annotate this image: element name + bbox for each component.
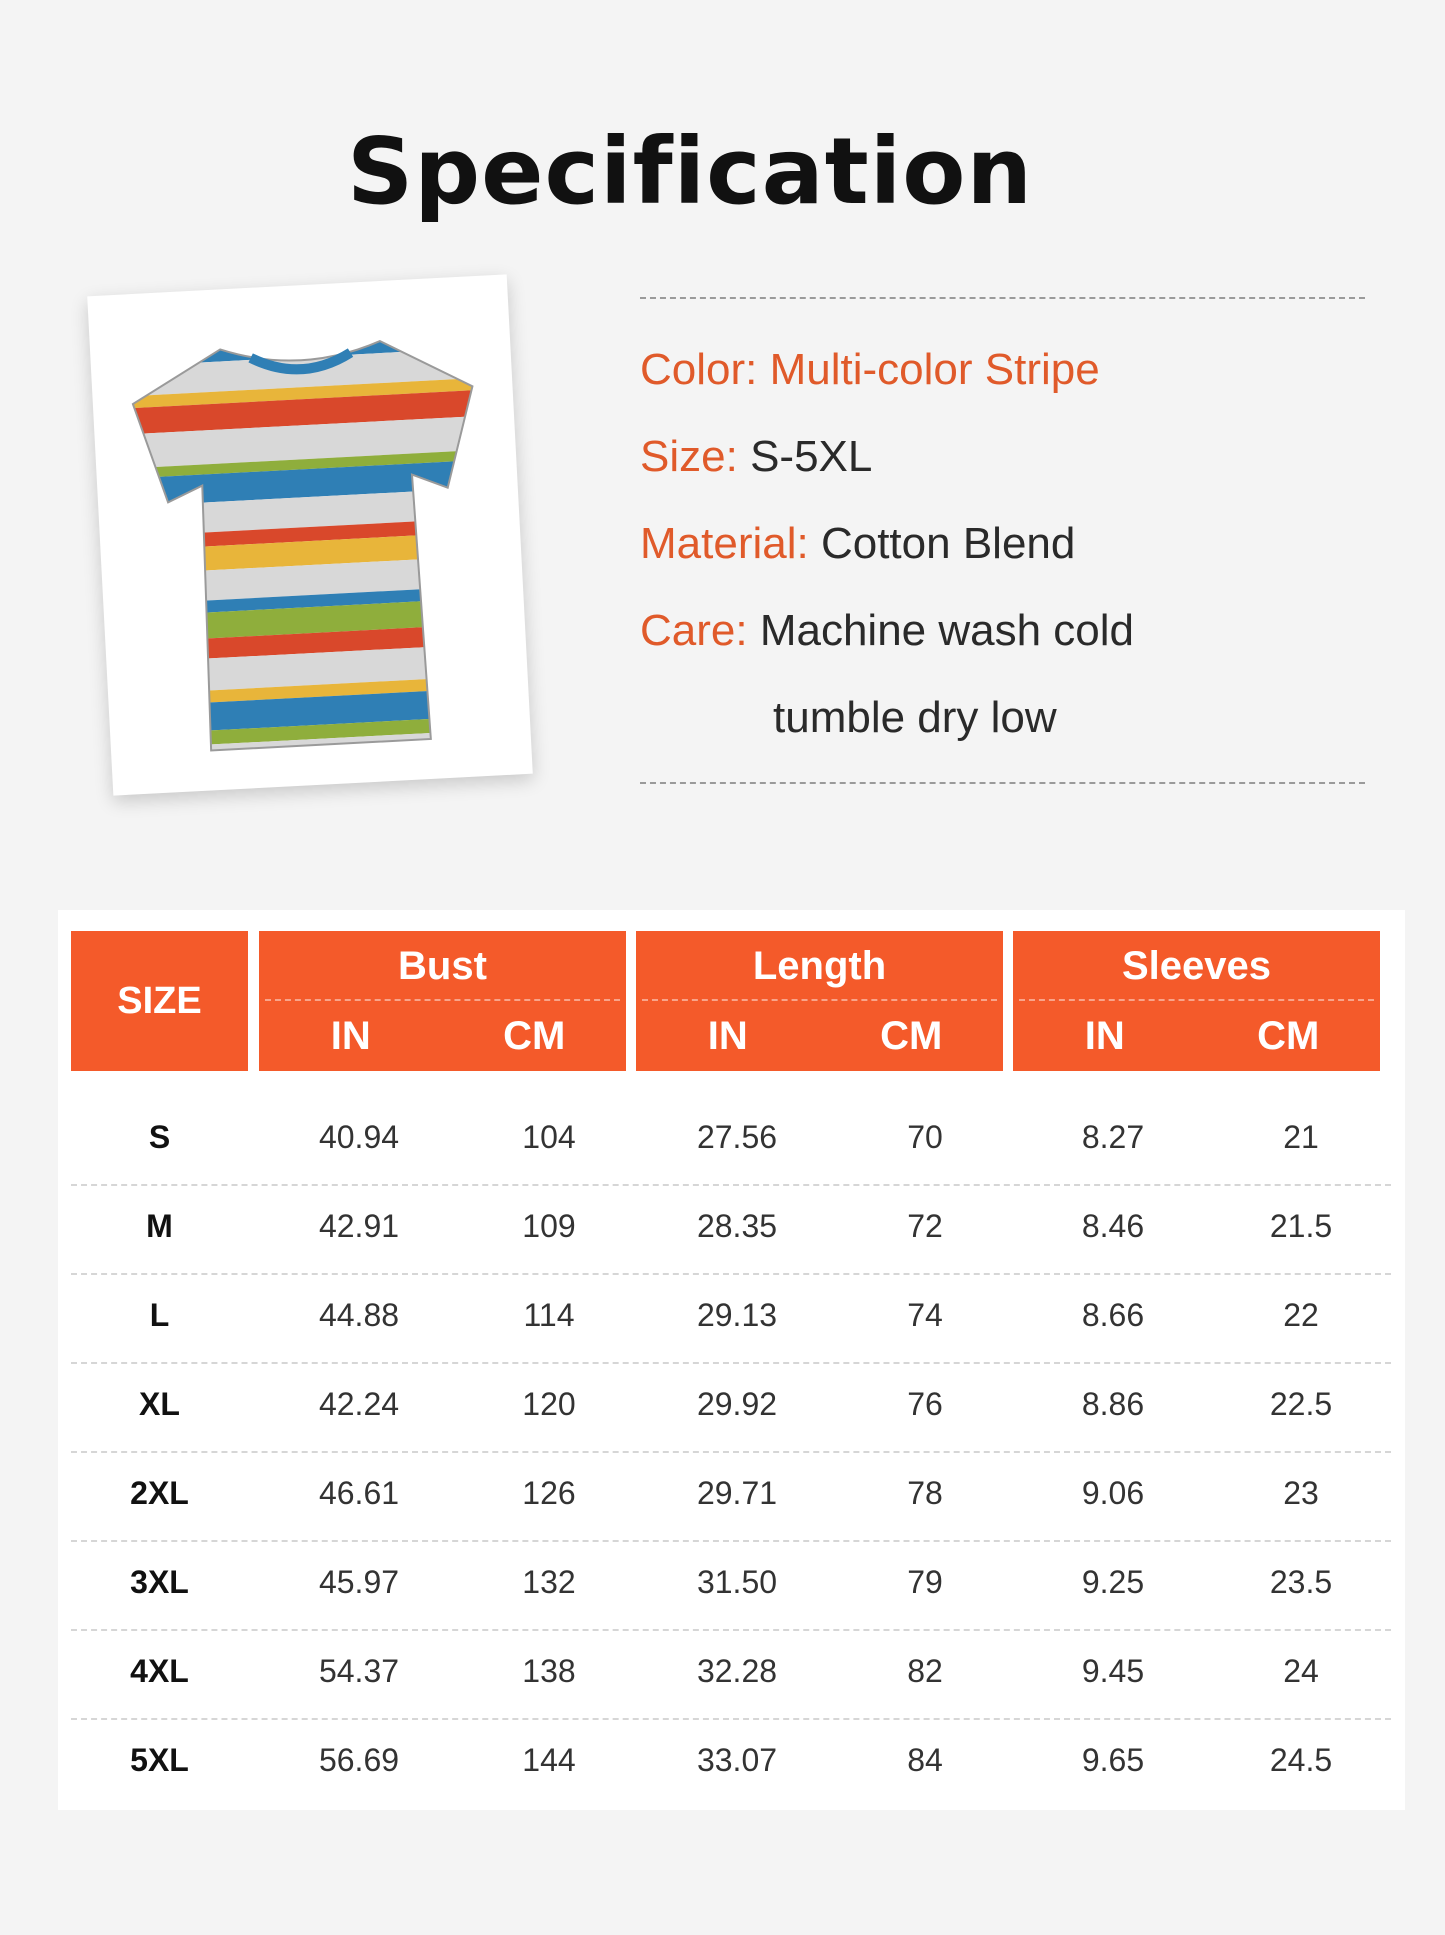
divider-top [640, 297, 1365, 299]
measure-cell: 84 [907, 1742, 943, 1778]
measure-cell: 109 [522, 1208, 576, 1244]
measure-cell: 40.94 [318, 1119, 400, 1155]
spec-key: Color: [640, 345, 758, 394]
measure-cell: 32.28 [696, 1653, 778, 1689]
unit-cm: CM [503, 1014, 566, 1058]
size-cell: XL [139, 1386, 180, 1422]
measure-cell: 28.35 [696, 1208, 778, 1244]
measure-cell: 78 [907, 1475, 943, 1511]
table-row [71, 1542, 1391, 1631]
measure-cell: 72 [907, 1208, 943, 1244]
measure-cell: 27.56 [696, 1119, 778, 1155]
measure-cell: 9.65 [1081, 1742, 1145, 1778]
product-photo [87, 274, 533, 795]
measure-cell: 144 [522, 1742, 576, 1778]
measure-cell: 42.91 [318, 1208, 400, 1244]
measure-cell: 79 [907, 1564, 943, 1600]
spec-list [640, 340, 1400, 775]
sleeves-header [1013, 931, 1380, 1071]
size-cell: 3XL [130, 1564, 189, 1600]
measure-cell: 8.27 [1081, 1119, 1145, 1155]
table-row [71, 1364, 1391, 1453]
unit-in: IN [1084, 1014, 1125, 1058]
table-row [71, 1275, 1391, 1364]
spec-value: Multi-color Stripe [769, 345, 1100, 394]
spec-value: tumble dry low [773, 693, 1057, 742]
size-cell: L [149, 1297, 170, 1333]
size-cell: M [146, 1208, 173, 1244]
table-row [71, 1720, 1391, 1809]
measure-cell: 9.06 [1081, 1475, 1145, 1511]
unit-in: IN [330, 1014, 371, 1058]
unit-cm: CM [880, 1014, 943, 1058]
measure-cell: 23.5 [1269, 1564, 1333, 1600]
size-cell: 2XL [130, 1475, 189, 1511]
measure-cell: 21 [1283, 1119, 1319, 1155]
spec-key: Care: [640, 606, 748, 655]
spec-care-continuation [640, 688, 1400, 775]
measure-cell: 24 [1283, 1653, 1319, 1689]
striped-tshirt-icon [108, 295, 512, 774]
group-title: Sleeves [1019, 931, 1374, 1001]
size-chart-table [58, 910, 1405, 1810]
unit-in: IN [707, 1014, 748, 1058]
measure-cell: 22.5 [1269, 1386, 1333, 1422]
measure-cell: 70 [907, 1119, 943, 1155]
shirt-stripe [133, 759, 512, 775]
measure-cell: 42.24 [318, 1386, 400, 1422]
page-title: Specification [347, 118, 1033, 225]
unit-cm: CM [1257, 1014, 1320, 1058]
measure-cell: 126 [522, 1475, 576, 1511]
measure-cell: 82 [907, 1653, 943, 1689]
measure-cell: 29.92 [696, 1386, 778, 1422]
measure-cell: 45.97 [318, 1564, 400, 1600]
measure-cell: 22 [1283, 1297, 1319, 1333]
measure-cell: 8.46 [1081, 1208, 1145, 1244]
spec-value: Cotton Blend [820, 519, 1076, 568]
measure-cell: 114 [523, 1297, 575, 1333]
length-header [636, 931, 1003, 1071]
spec-value: Machine wash cold [759, 606, 1135, 655]
spec-color [640, 340, 1400, 427]
measure-cell: 29.13 [696, 1297, 778, 1333]
measure-cell: 9.25 [1081, 1564, 1145, 1600]
measure-cell: 24.5 [1269, 1742, 1333, 1778]
table-row [71, 1453, 1391, 1542]
measure-cell: 8.66 [1081, 1297, 1145, 1333]
measure-cell: 46.61 [318, 1475, 400, 1511]
group-title: Bust [265, 931, 620, 1001]
measure-cell: 138 [522, 1653, 576, 1689]
table-body [71, 1097, 1391, 1809]
measure-cell: 8.86 [1081, 1386, 1145, 1422]
measure-cell: 76 [907, 1386, 943, 1422]
measure-cell: 29.71 [696, 1475, 778, 1511]
measure-cell: 33.07 [696, 1742, 778, 1778]
spec-material [640, 514, 1400, 601]
size-header: SIZE [71, 931, 248, 1071]
measure-cell: 120 [522, 1386, 576, 1422]
measure-cell: 23 [1283, 1475, 1319, 1511]
spec-value: S-5XL [750, 432, 873, 481]
table-row [71, 1631, 1391, 1720]
spec-care [640, 601, 1400, 688]
divider-bottom [640, 782, 1365, 784]
bust-header [259, 931, 626, 1071]
table-row [71, 1097, 1391, 1186]
measure-cell: 56.69 [318, 1742, 400, 1778]
measure-cell: 104 [522, 1119, 576, 1155]
measure-cell: 74 [907, 1297, 943, 1333]
size-cell: 4XL [130, 1653, 189, 1689]
measure-cell: 21.5 [1269, 1208, 1333, 1244]
size-cell: S [148, 1119, 171, 1155]
spec-key: Material: [640, 519, 809, 568]
spec-size [640, 427, 1400, 514]
group-title: Length [642, 931, 997, 1001]
measure-cell: 44.88 [318, 1297, 400, 1333]
table-row [71, 1186, 1391, 1275]
measure-cell: 31.50 [696, 1564, 778, 1600]
measure-cell: 132 [522, 1564, 576, 1600]
size-cell: 5XL [130, 1742, 189, 1778]
measure-cell: 54.37 [318, 1653, 400, 1689]
measure-cell: 9.45 [1081, 1653, 1145, 1689]
spec-key: Size: [640, 432, 738, 481]
